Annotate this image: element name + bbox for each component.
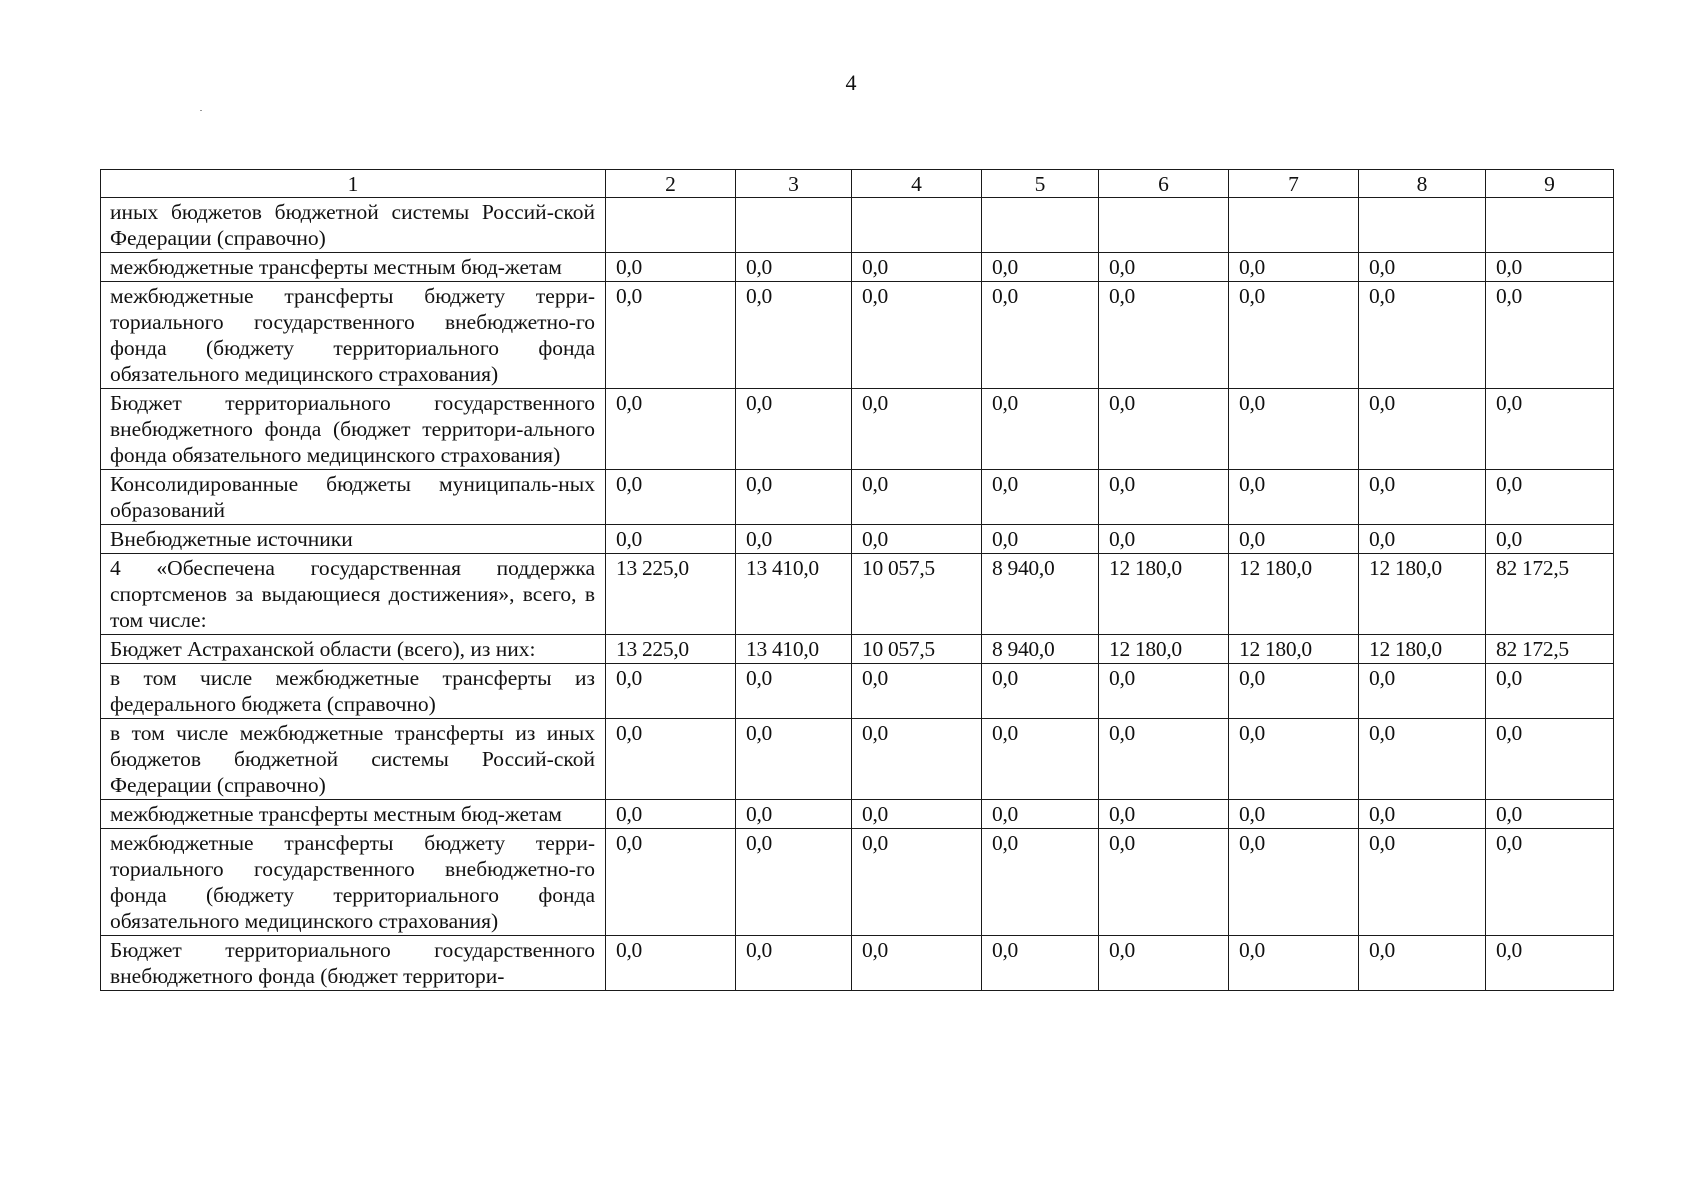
value-cell: 8 940,0: [982, 554, 1099, 635]
value-cell: 0,0: [736, 253, 852, 282]
value-cell: 0,0: [1486, 253, 1614, 282]
value-cell: 10 057,5: [852, 554, 982, 635]
table-row: [101, 198, 1614, 253]
column-number-row: [101, 170, 1614, 198]
value-cell: 0,0: [1359, 936, 1486, 991]
value-cell: 0,0: [982, 936, 1099, 991]
value-cell: 0,0: [606, 719, 736, 800]
table-row: [101, 389, 1614, 470]
value-cell: [606, 198, 736, 253]
value-cell: 0,0: [982, 800, 1099, 829]
value-cell: 0,0: [736, 282, 852, 389]
budget-table: [100, 169, 1614, 991]
row-label: Бюджет территориального государственного внебюджетного фонда (бюджет территори-ального фонда обязательного медицинского страхования): [101, 389, 606, 470]
value-cell: 0,0: [736, 800, 852, 829]
row-label: иных бюджетов бюджетной системы Россий-ской Федерации (справочно): [101, 198, 606, 253]
row-label: в том числе межбюджетные трансферты из иных бюджетов бюджетной системы Россий-ской Федерации (справочно): [101, 719, 606, 800]
value-cell: 0,0: [1486, 525, 1614, 554]
value-cell: 0,0: [982, 282, 1099, 389]
value-cell: 0,0: [1486, 800, 1614, 829]
value-cell: 0,0: [1099, 389, 1229, 470]
table-row: [101, 282, 1614, 389]
column-header: 6: [1099, 170, 1229, 198]
value-cell: 0,0: [1229, 829, 1359, 936]
value-cell: 0,0: [1359, 719, 1486, 800]
value-cell: 0,0: [852, 936, 982, 991]
row-label: в том числе межбюджетные трансферты из федерального бюджета (справочно): [101, 664, 606, 719]
value-cell: 0,0: [852, 525, 982, 554]
value-cell: [1229, 198, 1359, 253]
value-cell: 0,0: [1486, 936, 1614, 991]
table-row: [101, 936, 1614, 991]
table-row: [101, 470, 1614, 525]
row-label: межбюджетные трансферты бюджету терри-ториального государственного внебюджетно-го фонда (бюджету территориального фонда обязательного медицинского страхования): [101, 829, 606, 936]
value-cell: 0,0: [736, 829, 852, 936]
row-label: Внебюджетные источники: [101, 525, 606, 554]
value-cell: 12 180,0: [1229, 635, 1359, 664]
table-row: [101, 664, 1614, 719]
column-header: 3: [736, 170, 852, 198]
value-cell: 0,0: [736, 470, 852, 525]
value-cell: 13 225,0: [606, 554, 736, 635]
value-cell: 0,0: [1229, 936, 1359, 991]
column-header: 9: [1486, 170, 1614, 198]
row-label: Бюджет территориального государственного внебюджетного фонда (бюджет территори-: [101, 936, 606, 991]
value-cell: 0,0: [606, 936, 736, 991]
value-cell: 0,0: [1099, 800, 1229, 829]
value-cell: [1359, 198, 1486, 253]
value-cell: 0,0: [736, 389, 852, 470]
value-cell: 0,0: [1229, 719, 1359, 800]
value-cell: 82 172,5: [1486, 554, 1614, 635]
value-cell: 0,0: [1486, 389, 1614, 470]
value-cell: 0,0: [852, 800, 982, 829]
value-cell: 0,0: [1359, 282, 1486, 389]
value-cell: 0,0: [982, 829, 1099, 936]
value-cell: [1099, 198, 1229, 253]
row-label: Бюджет Астраханской области (всего), из них:: [101, 635, 606, 664]
value-cell: 82 172,5: [1486, 635, 1614, 664]
value-cell: 0,0: [1099, 282, 1229, 389]
value-cell: 0,0: [1229, 253, 1359, 282]
value-cell: 0,0: [736, 936, 852, 991]
row-label: Консолидированные бюджеты муниципаль-ных образований: [101, 470, 606, 525]
value-cell: [736, 198, 852, 253]
value-cell: [982, 198, 1099, 253]
value-cell: 0,0: [852, 470, 982, 525]
table-row: [101, 800, 1614, 829]
value-cell: 0,0: [1359, 525, 1486, 554]
column-header: 1: [101, 170, 606, 198]
value-cell: 10 057,5: [852, 635, 982, 664]
value-cell: 0,0: [852, 664, 982, 719]
value-cell: 0,0: [1099, 470, 1229, 525]
value-cell: 0,0: [606, 664, 736, 719]
page-number: 4: [845, 70, 857, 95]
column-header: 2: [606, 170, 736, 198]
value-cell: 0,0: [1359, 664, 1486, 719]
column-header: 5: [982, 170, 1099, 198]
value-cell: 0,0: [606, 282, 736, 389]
table-row: [101, 829, 1614, 936]
value-cell: 0,0: [1229, 664, 1359, 719]
value-cell: 0,0: [1099, 829, 1229, 936]
value-cell: 12 180,0: [1359, 635, 1486, 664]
value-cell: 0,0: [1486, 664, 1614, 719]
value-cell: 0,0: [606, 389, 736, 470]
value-cell: 0,0: [852, 282, 982, 389]
value-cell: 13 225,0: [606, 635, 736, 664]
value-cell: 0,0: [1099, 253, 1229, 282]
row-label: межбюджетные трансферты местным бюд-жетам: [101, 253, 606, 282]
table-row: [101, 719, 1614, 800]
value-cell: 12 180,0: [1099, 554, 1229, 635]
value-cell: 0,0: [606, 800, 736, 829]
value-cell: 0,0: [1099, 719, 1229, 800]
table-row: [101, 635, 1614, 664]
column-header: 7: [1229, 170, 1359, 198]
value-cell: 12 180,0: [1359, 554, 1486, 635]
value-cell: 0,0: [1359, 800, 1486, 829]
value-cell: 0,0: [982, 719, 1099, 800]
value-cell: 0,0: [606, 253, 736, 282]
table-row: [101, 253, 1614, 282]
value-cell: 0,0: [1359, 253, 1486, 282]
value-cell: 13 410,0: [736, 635, 852, 664]
value-cell: 0,0: [1099, 936, 1229, 991]
value-cell: 0,0: [1359, 470, 1486, 525]
value-cell: 0,0: [1229, 282, 1359, 389]
value-cell: 0,0: [736, 525, 852, 554]
value-cell: 0,0: [736, 719, 852, 800]
column-header: 8: [1359, 170, 1486, 198]
value-cell: 12 180,0: [1229, 554, 1359, 635]
value-cell: [852, 198, 982, 253]
value-cell: 0,0: [1486, 829, 1614, 936]
value-cell: 0,0: [1486, 719, 1614, 800]
value-cell: 0,0: [982, 389, 1099, 470]
value-cell: 0,0: [852, 719, 982, 800]
value-cell: 0,0: [1099, 664, 1229, 719]
value-cell: 0,0: [1486, 470, 1614, 525]
value-cell: 8 940,0: [982, 635, 1099, 664]
value-cell: 0,0: [982, 664, 1099, 719]
value-cell: 0,0: [606, 470, 736, 525]
column-header: 4: [852, 170, 982, 198]
value-cell: 0,0: [1359, 829, 1486, 936]
value-cell: 0,0: [1229, 800, 1359, 829]
row-label: 4 «Обеспечена государственная поддержка спортсменов за выдающиеся достижения», всего, в том числе:: [101, 554, 606, 635]
value-cell: 0,0: [982, 470, 1099, 525]
value-cell: 0,0: [982, 253, 1099, 282]
value-cell: 0,0: [736, 664, 852, 719]
value-cell: 0,0: [1099, 525, 1229, 554]
value-cell: 0,0: [1229, 525, 1359, 554]
value-cell: 0,0: [852, 829, 982, 936]
value-cell: 0,0: [606, 525, 736, 554]
value-cell: [1486, 198, 1614, 253]
value-cell: 0,0: [982, 525, 1099, 554]
row-label: межбюджетные трансферты бюджету терри-ториального государственного внебюджетно-го фонда (бюджету территориального фонда обязательного медицинского страхования): [101, 282, 606, 389]
value-cell: 12 180,0: [1099, 635, 1229, 664]
value-cell: 0,0: [1229, 470, 1359, 525]
value-cell: 0,0: [606, 829, 736, 936]
row-label: межбюджетные трансферты местным бюд-жетам: [101, 800, 606, 829]
value-cell: 0,0: [1359, 389, 1486, 470]
table-row: [101, 525, 1614, 554]
table-row: [101, 554, 1614, 635]
value-cell: 0,0: [1229, 389, 1359, 470]
value-cell: 0,0: [1486, 282, 1614, 389]
value-cell: 0,0: [852, 389, 982, 470]
value-cell: 0,0: [852, 253, 982, 282]
scan-speck: [200, 110, 202, 111]
value-cell: 13 410,0: [736, 554, 852, 635]
